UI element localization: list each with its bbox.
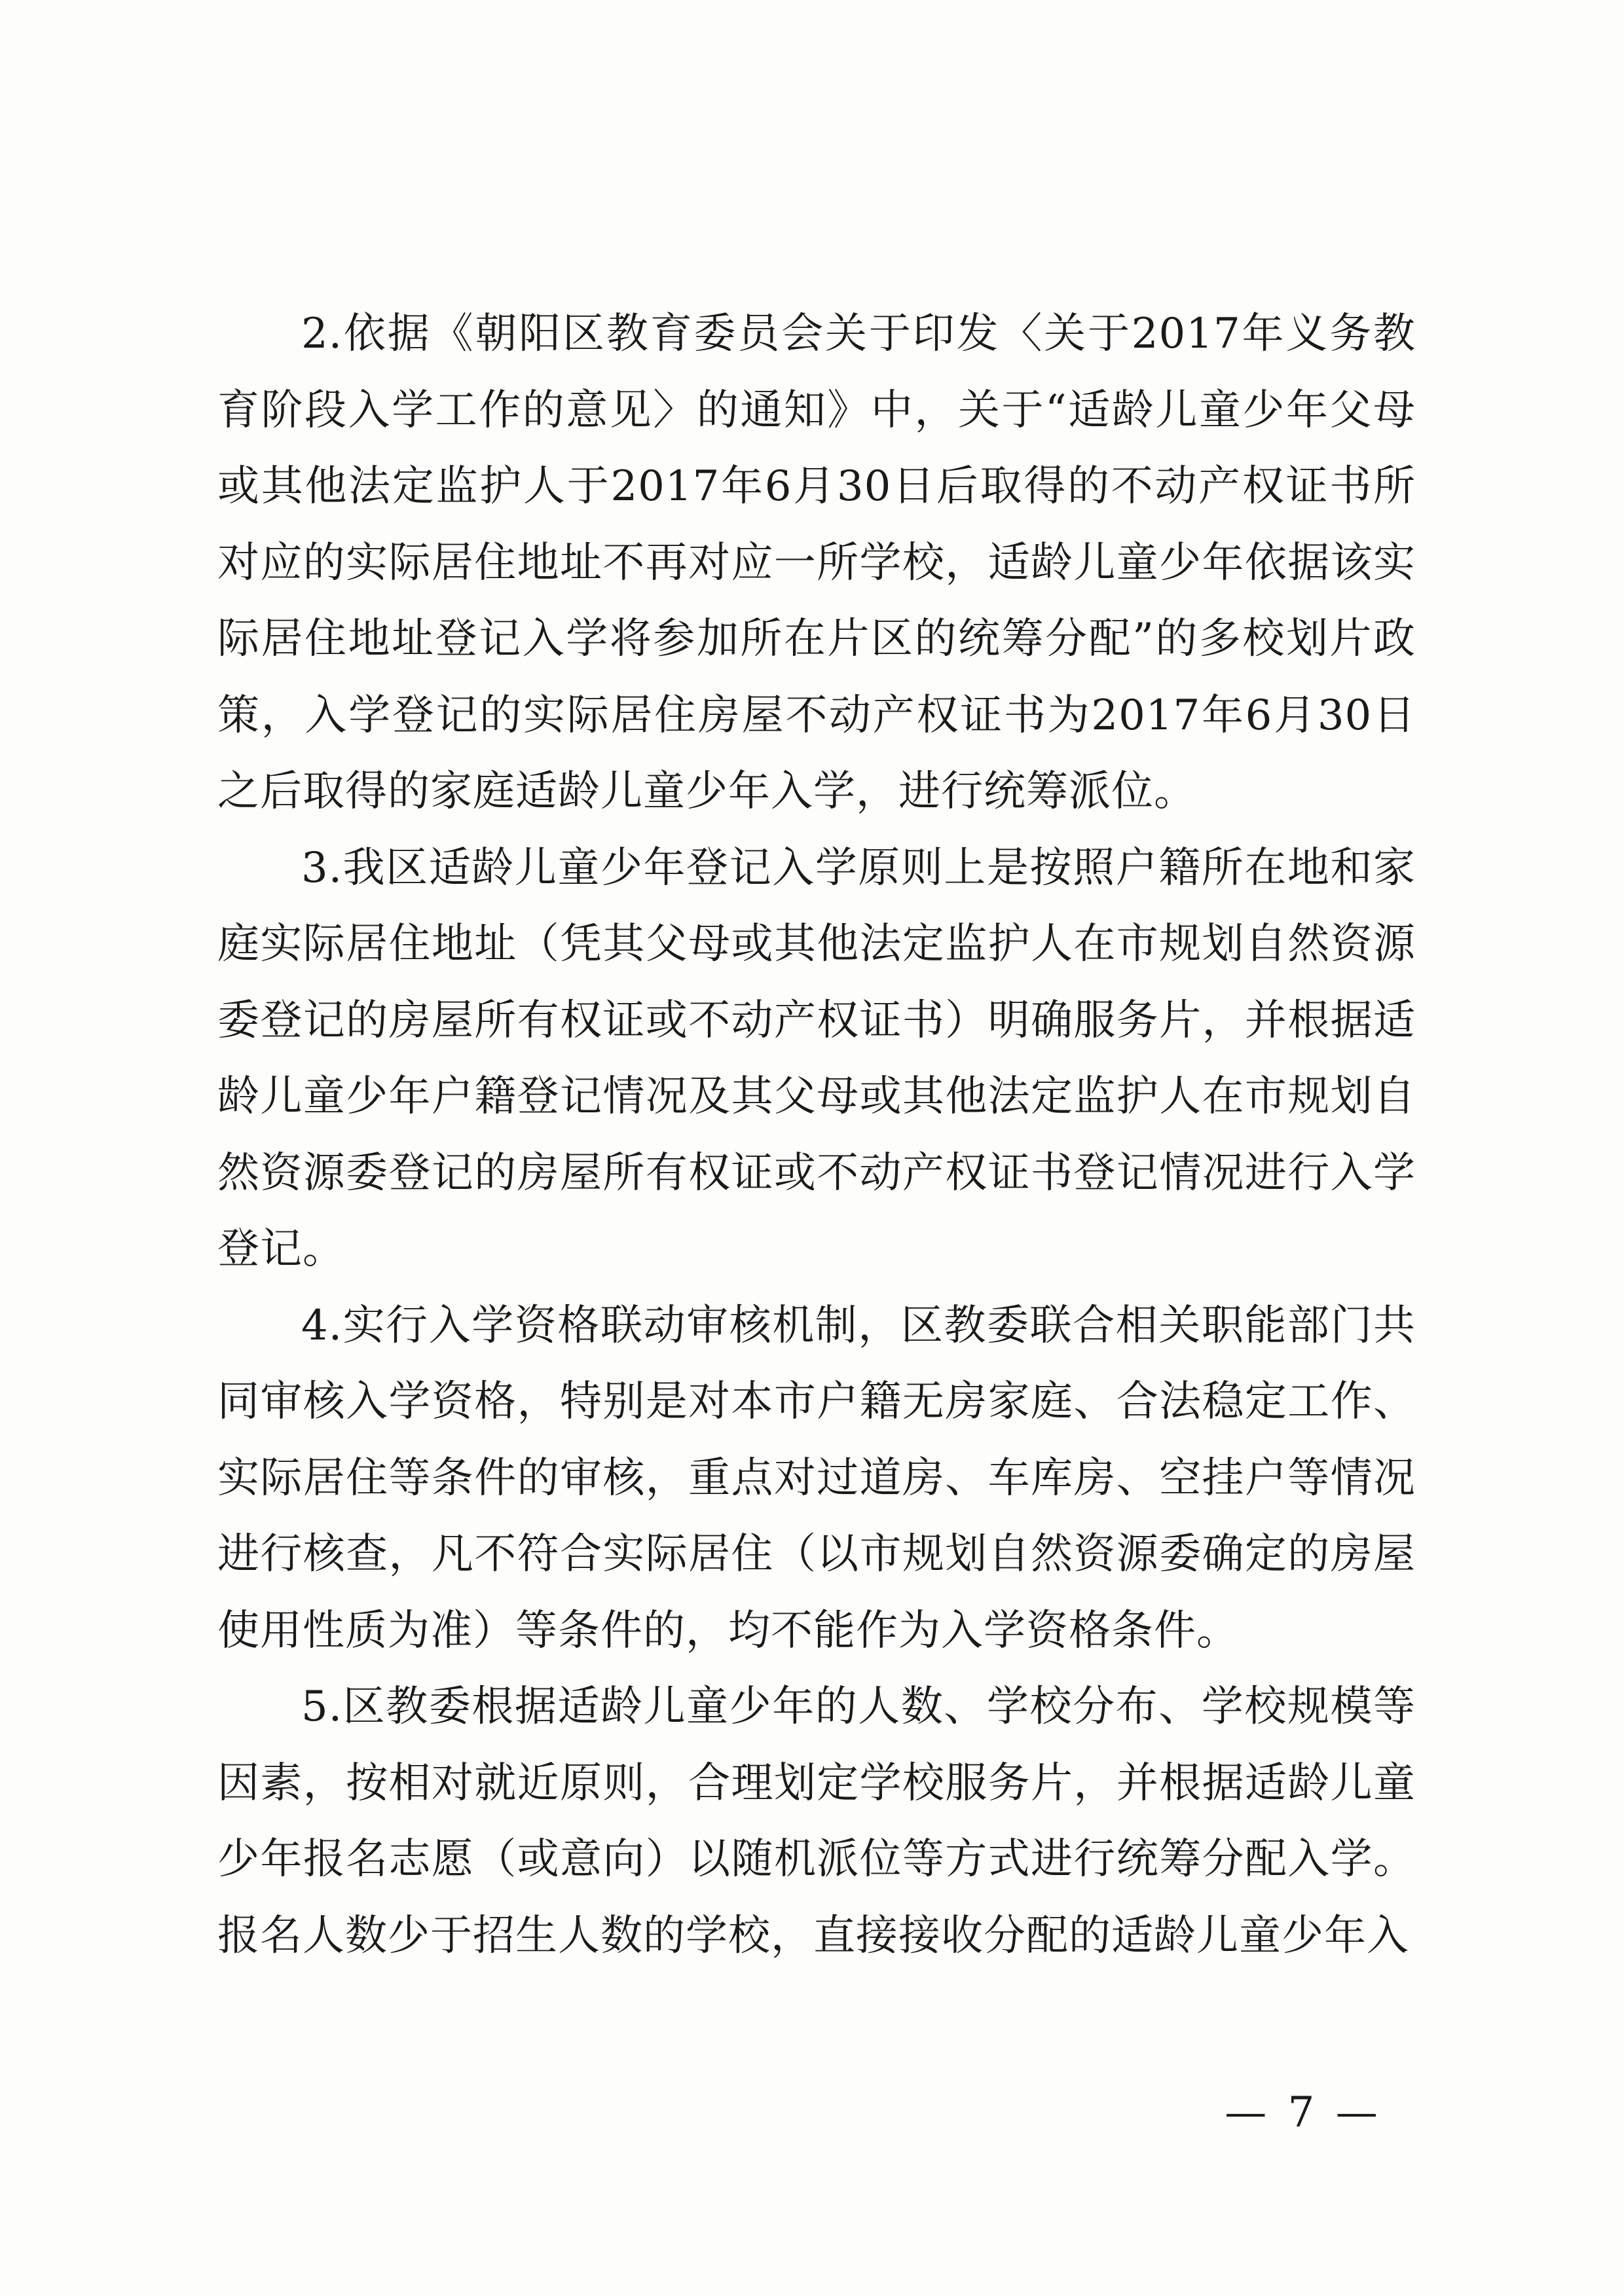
paragraph-3: 3.我区适龄儿童少年登记入学原则上是按照户籍所在地和家庭实际居住地址（凭其父母或其他法定监护人在市规划自然资源委登记的房屋所有权证或不动产权证书）明确服务片，并根据适龄儿童少年户籍登记情况及其父母或其他法定监护人在市规划自然资源委登记的房屋所有权证或不动产权证书登记情况进行入学登记。 (217, 843, 1416, 1273)
paragraph-5: 5.区教委根据适龄儿童少年的人数、学校分布、学校规模等因素，按相对就近原则，合理划定学校服务片，并根据适龄儿童少年报名志愿（或意向）以随机派位等方式进行统筹分配入学。报名人数少于招生人数的学校，直接接收分配的适龄儿童少年入 (217, 1683, 1416, 1960)
paragraph-4: 4.实行入学资格联动审核机制，区教委联合相关职能部门共同审核入学资格，特别是对本市户籍无房家庭、合法稳定工作、实际居住等条件的审核，重点对过道房、车库房、空挂户等情况进行核查，凡不符合实际居住（以市规划自然资源委确定的房屋使用性质为准）等条件的，均不能作为入学资格条件。 (217, 1301, 1416, 1655)
page-number: — 7 — (1225, 2088, 1382, 2137)
document-body (217, 296, 1416, 1974)
paragraph-2: 2.依据《朝阳区教育委员会关于印发〈关于2017年义务教育阶段入学工作的意见〉的通知》中，关于“适龄儿童少年父母或其他法定监护人于2017年6月30日后取得的不动产权证书所对应的实际居住地址不再对应一所学校，适龄儿童少年依据该实际居住地址登记入学将参加所在片区的统筹分配”的多校划片政策，入学登记的实际居住房屋不动产权证书为2017年6月30日之后取得的家庭适龄儿童少年入学，进行统筹派位。 (217, 310, 1416, 816)
